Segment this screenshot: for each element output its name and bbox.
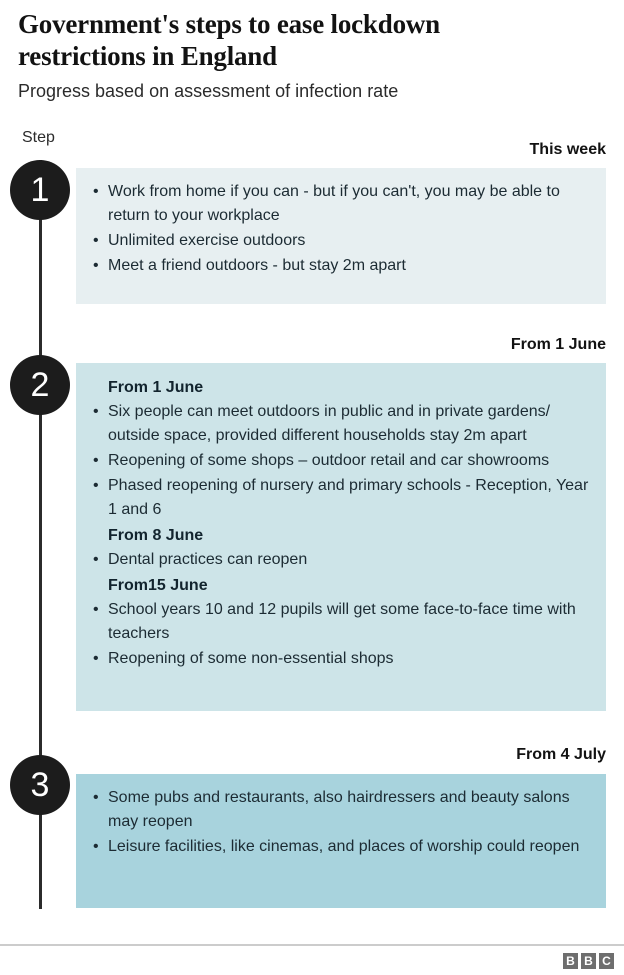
bbc-logo <box>563 953 614 969</box>
step-bullet-item: • Six people can meet outdoors in public and in private gardens/ outside space, provided different households stay 2m apart <box>90 400 592 448</box>
page-title: Government's steps to ease lockdown restrictions in England <box>18 9 440 71</box>
footer-divider <box>0 944 624 946</box>
page-subtitle: Progress based on assessment of infection rate <box>18 81 399 101</box>
step-subheading: From 8 June <box>108 527 204 544</box>
bbc-logo-letter-3: C <box>599 953 614 969</box>
step-item-list <box>90 180 592 278</box>
bbc-logo-letter-2: B <box>581 953 596 969</box>
step-bullet-item: • Reopening of some non-essential shops <box>90 647 592 671</box>
step-date-label: From 1 June <box>510 336 606 353</box>
step-bullet-item: • Reopening of some shops – outdoor retail and car showrooms <box>90 449 592 473</box>
step-item-list <box>90 786 592 859</box>
step-subheading: From15 June <box>108 577 208 594</box>
step-number-badge: 3 <box>10 755 70 815</box>
step-bullet-item: • Unlimited exercise outdoors <box>90 229 592 253</box>
step-panel <box>76 168 606 304</box>
step-panel <box>76 363 606 711</box>
step-bullet-item: • School years 10 and 12 pupils will get some face-to-face time with teachers <box>90 598 592 646</box>
step-date-label: This week <box>529 141 606 158</box>
step-bullet-item: • Meet a friend outdoors - but stay 2m apart <box>90 254 592 278</box>
step-subheading: From 1 June <box>108 379 204 396</box>
step-item-list <box>90 375 592 671</box>
step-bullet-item: • Some pubs and restaurants, also hairdressers and beauty salons may reopen <box>90 786 592 834</box>
step-bullet-item: • Work from home if you can - but if you can't, you may be able to return to your workplace <box>90 180 592 228</box>
step-number-badge: 1 <box>10 160 70 220</box>
step-panel <box>76 774 606 908</box>
header <box>18 8 608 102</box>
bbc-logo-letter-1: B <box>563 953 578 969</box>
step-axis-label: Step <box>22 129 55 146</box>
step-bullet-item: • Leisure facilities, like cinemas, and places of worship could reopen <box>90 835 592 859</box>
step-bullet-item: • Dental practices can reopen <box>90 548 592 572</box>
step-number-badge: 2 <box>10 355 70 415</box>
step-date-label: From 4 July <box>516 746 606 763</box>
step-bullet-item: • Phased reopening of nursery and primary schools - Reception, Year 1 and 6 <box>90 474 592 522</box>
